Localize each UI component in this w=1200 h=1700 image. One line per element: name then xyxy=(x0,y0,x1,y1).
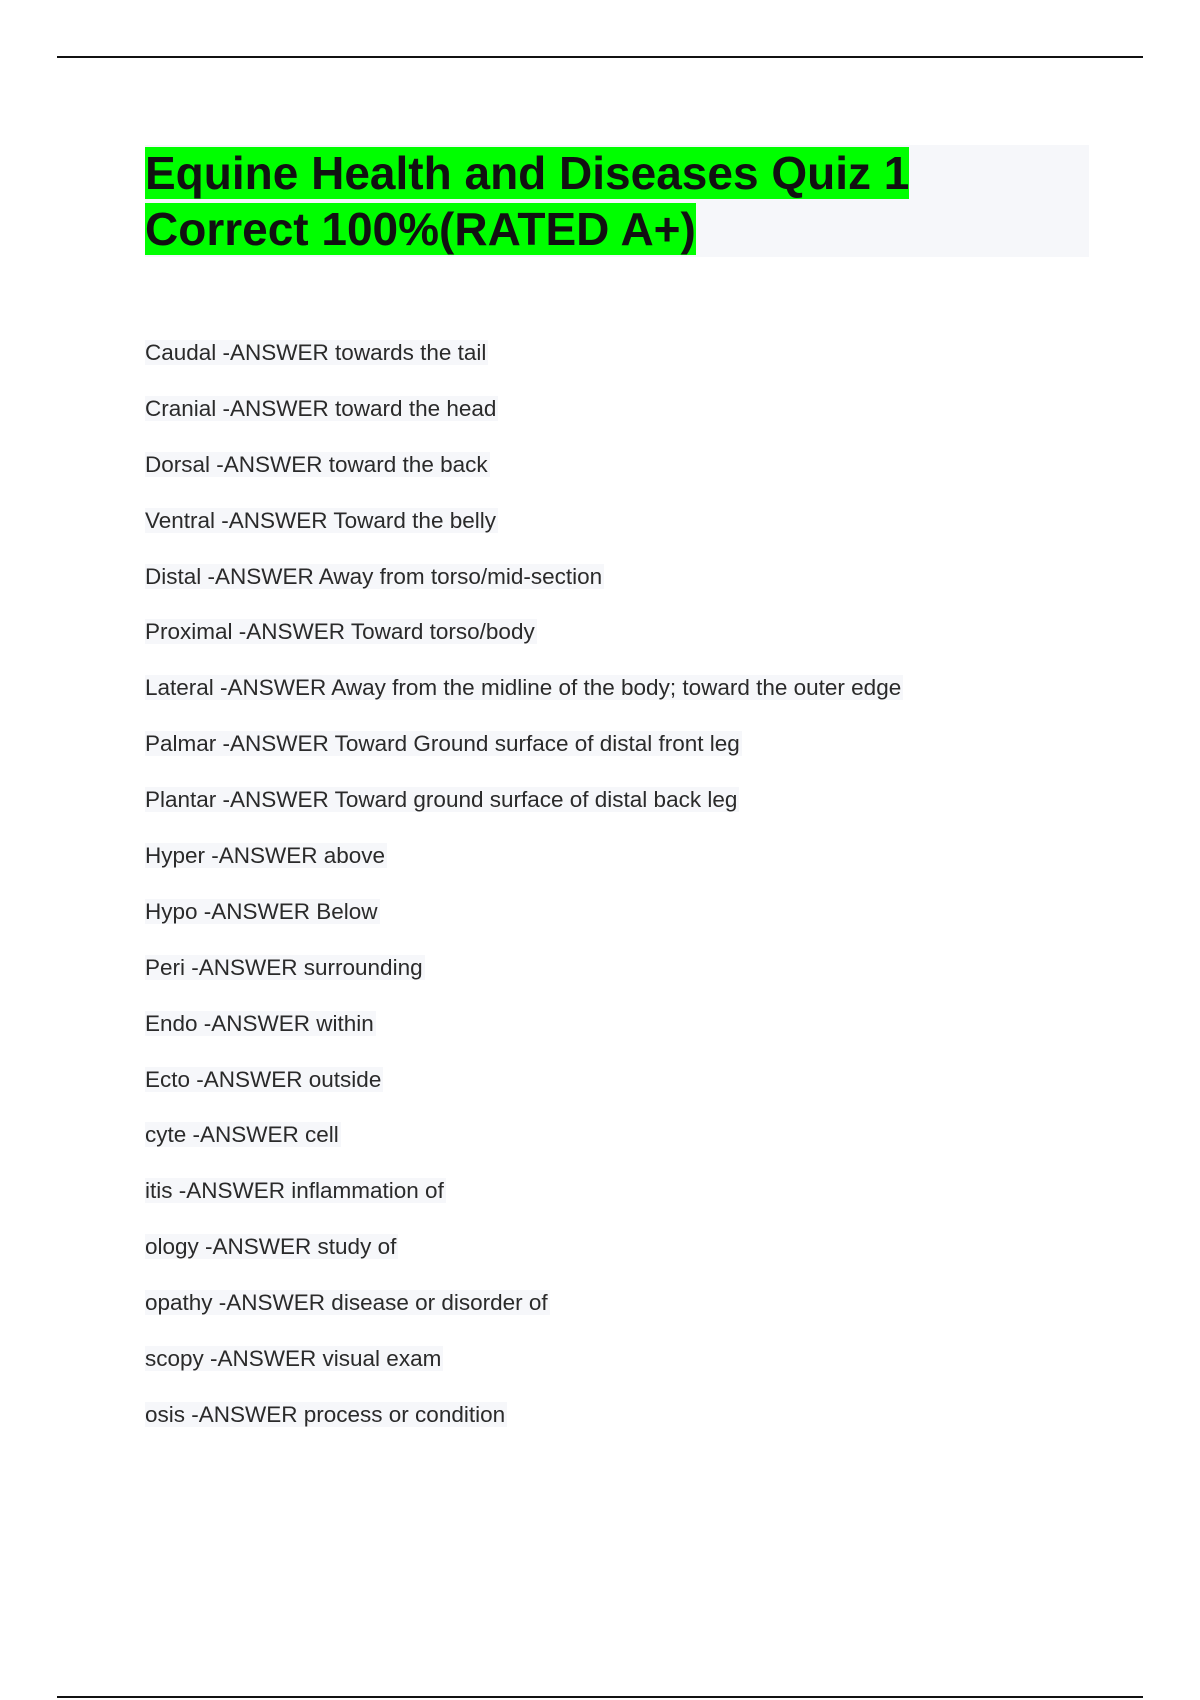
qa-text: Plantar -ANSWER Toward ground surface of distal back leg xyxy=(145,787,738,813)
qa-text: Proximal -ANSWER Toward torso/body xyxy=(145,619,535,645)
list-item xyxy=(145,949,1105,1005)
qa-text: scopy -ANSWER visual exam xyxy=(145,1346,442,1372)
qa-text: Endo -ANSWER within xyxy=(145,1010,374,1036)
qa-text: Caudal -ANSWER towards the tail xyxy=(145,340,487,365)
list-item xyxy=(145,725,1105,781)
list-item xyxy=(145,781,1105,837)
list-item xyxy=(145,1340,1105,1396)
bottom-rule xyxy=(57,1696,1143,1698)
list-item xyxy=(145,446,1105,502)
qa-text: ology -ANSWER study of xyxy=(145,1234,397,1260)
list-item xyxy=(145,837,1105,893)
title-line-1: Equine Health and Diseases Quiz 1 xyxy=(145,147,910,199)
list-item xyxy=(145,390,1105,446)
qa-text: Ecto -ANSWER outside xyxy=(145,1066,382,1092)
list-item xyxy=(145,1061,1105,1117)
list-item xyxy=(145,334,1105,390)
qa-text: Ventral -ANSWER Toward the belly xyxy=(145,507,496,533)
list-item xyxy=(145,669,1105,725)
list-item xyxy=(145,1116,1105,1172)
qa-text: Distal -ANSWER Away from torso/mid-section xyxy=(145,563,603,589)
qa-text: Palmar -ANSWER Toward Ground surface of distal front leg xyxy=(145,731,740,757)
qa-list xyxy=(145,334,1105,1452)
qa-text: osis -ANSWER process or condition xyxy=(145,1401,506,1427)
list-item xyxy=(145,502,1105,558)
qa-text: Hypo -ANSWER Below xyxy=(145,898,378,924)
qa-text: Peri -ANSWER surrounding xyxy=(145,954,423,980)
qa-text: itis -ANSWER inflammation of xyxy=(145,1178,444,1204)
list-item xyxy=(145,1228,1105,1284)
list-item xyxy=(145,613,1105,669)
qa-text: Hyper -ANSWER above xyxy=(145,843,386,869)
title-line-2: Correct 100%(RATED A+) xyxy=(145,203,696,255)
list-item xyxy=(145,1396,1105,1452)
qa-text: cyte -ANSWER cell xyxy=(145,1122,339,1148)
top-rule xyxy=(57,56,1143,58)
title-block xyxy=(145,145,1089,257)
qa-text: opathy -ANSWER disease or disorder of xyxy=(145,1290,548,1316)
list-item xyxy=(145,1172,1105,1228)
list-item xyxy=(145,1005,1105,1061)
list-item xyxy=(145,893,1105,949)
list-item xyxy=(145,1284,1105,1340)
qa-text: Lateral -ANSWER Away from the midline of the body; toward the outer edge xyxy=(145,675,902,701)
qa-text: Dorsal -ANSWER toward the back xyxy=(145,451,488,477)
list-item xyxy=(145,558,1105,614)
qa-text: Cranial -ANSWER toward the head xyxy=(145,395,497,421)
page-title xyxy=(145,145,1089,257)
